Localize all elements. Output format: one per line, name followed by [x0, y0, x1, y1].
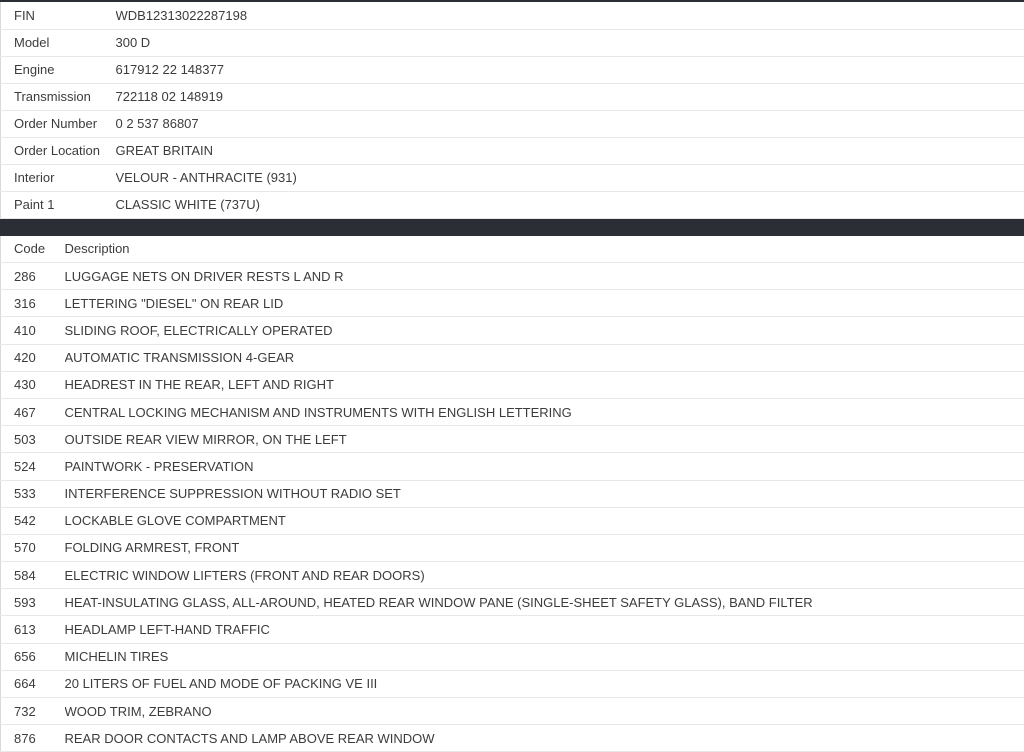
code-row	[1, 453, 1024, 480]
code-cell: 542	[1, 507, 65, 534]
description-cell: OUTSIDE REAR VIEW MIRROR, ON THE LEFT	[65, 426, 1024, 453]
description-cell: ELECTRIC WINDOW LIFTERS (FRONT AND REAR DOORS)	[65, 562, 1024, 589]
code-row	[1, 507, 1024, 534]
description-cell: FOLDING ARMREST, FRONT	[65, 534, 1024, 561]
code-cell: 524	[1, 453, 65, 480]
code-cell: 613	[1, 616, 65, 643]
spec-row	[1, 56, 1024, 83]
spec-label: Model	[1, 29, 116, 56]
code-cell: 467	[1, 398, 65, 425]
code-row	[1, 725, 1024, 752]
code-cell: 533	[1, 480, 65, 507]
spec-row	[1, 83, 1024, 110]
code-cell: 584	[1, 562, 65, 589]
spec-label: FIN	[1, 2, 116, 29]
option-codes-table	[0, 236, 1024, 752]
code-cell: 503	[1, 426, 65, 453]
spec-row	[1, 164, 1024, 191]
description-cell: WOOD TRIM, ZEBRANO	[65, 698, 1024, 725]
spec-label: Paint 1	[1, 191, 116, 218]
code-cell: 286	[1, 263, 65, 290]
code-cell: 656	[1, 643, 65, 670]
spec-row	[1, 2, 1024, 29]
code-column-header: Code	[1, 236, 65, 263]
description-cell: INTERFERENCE SUPPRESSION WITHOUT RADIO SET	[65, 480, 1024, 507]
spec-value: WDB12313022287198	[116, 2, 1024, 29]
description-column-header: Description	[65, 236, 1024, 263]
description-cell: AUTOMATIC TRANSMISSION 4-GEAR	[65, 344, 1024, 371]
code-cell: 410	[1, 317, 65, 344]
description-cell: HEADLAMP LEFT-HAND TRAFFIC	[65, 616, 1024, 643]
code-row	[1, 371, 1024, 398]
spec-value: GREAT BRITAIN	[116, 137, 1024, 164]
code-row	[1, 698, 1024, 725]
spec-row	[1, 137, 1024, 164]
spec-value: 0 2 537 86807	[116, 110, 1024, 137]
code-row	[1, 616, 1024, 643]
spec-row	[1, 191, 1024, 218]
code-cell: 570	[1, 534, 65, 561]
code-row	[1, 562, 1024, 589]
code-cell: 876	[1, 725, 65, 752]
code-cell: 420	[1, 344, 65, 371]
code-row	[1, 480, 1024, 507]
spec-label: Engine	[1, 56, 116, 83]
section-divider-bar	[0, 219, 1024, 236]
code-row	[1, 670, 1024, 697]
code-row	[1, 263, 1024, 290]
description-cell: LUGGAGE NETS ON DRIVER RESTS L AND R	[65, 263, 1024, 290]
code-row	[1, 534, 1024, 561]
spec-label: Order Number	[1, 110, 116, 137]
code-cell: 593	[1, 589, 65, 616]
code-cell: 316	[1, 290, 65, 317]
code-row	[1, 317, 1024, 344]
code-cell: 430	[1, 371, 65, 398]
description-cell: PAINTWORK - PRESERVATION	[65, 453, 1024, 480]
description-cell: LETTERING "DIESEL" ON REAR LID	[65, 290, 1024, 317]
description-cell: REAR DOOR CONTACTS AND LAMP ABOVE REAR WINDOW	[65, 725, 1024, 752]
spec-row	[1, 110, 1024, 137]
code-row	[1, 643, 1024, 670]
spec-label: Transmission	[1, 83, 116, 110]
spec-value: 617912 22 148377	[116, 56, 1024, 83]
spec-value: VELOUR - ANTHRACITE (931)	[116, 164, 1024, 191]
code-row	[1, 426, 1024, 453]
code-cell: 732	[1, 698, 65, 725]
code-row	[1, 290, 1024, 317]
spec-label: Interior	[1, 164, 116, 191]
spec-row	[1, 29, 1024, 56]
code-row	[1, 589, 1024, 616]
description-cell: SLIDING ROOF, ELECTRICALLY OPERATED	[65, 317, 1024, 344]
code-row	[1, 398, 1024, 425]
code-row	[1, 344, 1024, 371]
vehicle-spec-table	[0, 2, 1024, 219]
codes-header-row	[1, 236, 1024, 263]
spec-value: 722118 02 148919	[116, 83, 1024, 110]
description-cell: HEADREST IN THE REAR, LEFT AND RIGHT	[65, 371, 1024, 398]
spec-value: 300 D	[116, 29, 1024, 56]
description-cell: MICHELIN TIRES	[65, 643, 1024, 670]
spec-value: CLASSIC WHITE (737U)	[116, 191, 1024, 218]
description-cell: LOCKABLE GLOVE COMPARTMENT	[65, 507, 1024, 534]
code-cell: 664	[1, 670, 65, 697]
spec-label: Order Location	[1, 137, 116, 164]
description-cell: 20 LITERS OF FUEL AND MODE OF PACKING VE III	[65, 670, 1024, 697]
description-cell: CENTRAL LOCKING MECHANISM AND INSTRUMENTS WITH ENGLISH LETTERING	[65, 398, 1024, 425]
description-cell: HEAT-INSULATING GLASS, ALL-AROUND, HEATED REAR WINDOW PANE (SINGLE-SHEET SAFETY GLASS), BAND FILTER	[65, 589, 1024, 616]
